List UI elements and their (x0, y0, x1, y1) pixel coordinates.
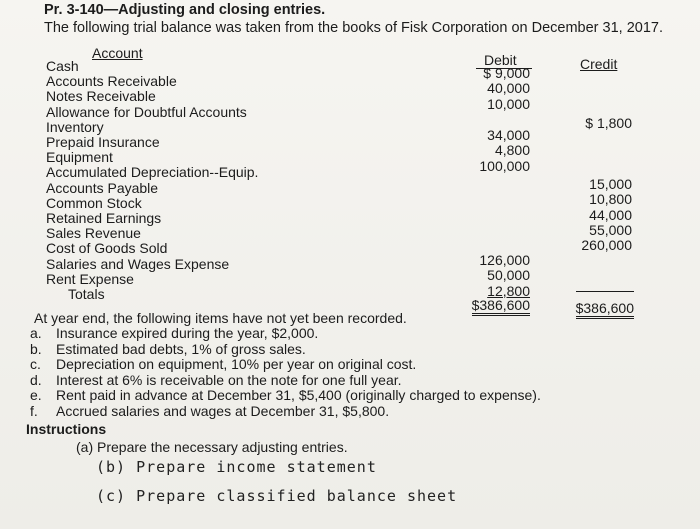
debit-cell: 10,000 (487, 95, 530, 112)
adjustment-item: c. Depreciation on equipment, 10% per year on original cost. (30, 356, 417, 373)
debit-cell: 12,800 (487, 282, 530, 299)
account-name: Equipment (46, 149, 113, 166)
account-name: Salaries and Wages Expense (46, 255, 230, 272)
account-name: Prepaid Insurance (46, 134, 160, 151)
instructions-heading: Instructions (26, 421, 107, 437)
account-name: Accounts Payable (46, 179, 159, 196)
credit-cell: 260,000 (581, 237, 632, 254)
debit-cell: 4,800 (494, 142, 530, 159)
credit-cell: $ 1,800 (585, 115, 632, 131)
handwritten-instruction-b: (b) Prepare income statement (96, 458, 377, 476)
adjustment-item: e. Rent paid in advance at December 31, $5,400 (originally charged to expense). (30, 387, 541, 404)
credit-total-rule (576, 291, 634, 292)
debit-cell: 50,000 (487, 267, 530, 284)
adjustment-item: f. Accrued salaries and wages at December 31, $5,800. (30, 402, 390, 419)
account-name: Accumulated Depreciation--Equip. (46, 164, 259, 181)
debit-header: Debit (484, 52, 517, 68)
account-name: Accounts Receivable (46, 73, 177, 90)
problem-intro: The following trial balance was taken from the books of Fisk Corporation on December 31, 2017. (44, 20, 663, 36)
credit-cell: 15,000 (589, 176, 632, 192)
handwritten-instruction-c: (c) Prepare classified balance sheet (96, 487, 458, 505)
adjustment-item: a. Insurance expired during the year, $2,000. (30, 325, 319, 341)
account-name: Allowance for Doubtful Accounts (46, 103, 247, 120)
credit-header: Credit (580, 56, 618, 72)
debit-cell: 34,000 (487, 127, 530, 143)
credit-total: $386,600 (576, 300, 634, 319)
debit-cell: 126,000 (479, 252, 530, 268)
items-lead: At year end, the following items have not yet been recorded. (34, 310, 407, 326)
debit-cell: 100,000 (479, 157, 530, 174)
debit-total: $386,600 (472, 297, 530, 316)
adjustment-item: b. Estimated bad debts, 1% of gross sales. (30, 340, 306, 357)
totals-label: Totals (68, 286, 105, 303)
debit-cell: $ 9,000 (483, 65, 530, 81)
credit-cell: 10,800 (589, 191, 632, 208)
account-name: Notes Receivable (46, 88, 156, 105)
instruction-a: (a) Prepare the necessary adjusting entries. (76, 439, 348, 455)
account-header: Account (92, 45, 143, 61)
account-name: Cash (46, 58, 79, 74)
debit-cell: 40,000 (487, 80, 530, 97)
problem-title: Pr. 3-140—Adjusting and closing entries. (44, 2, 326, 18)
credit-cell: 44,000 (589, 206, 632, 223)
account-name: Common Stock (46, 194, 142, 211)
credit-cell: 55,000 (589, 221, 632, 238)
adjustment-item: d. Interest at 6% is receivable on the note for one full year. (30, 371, 402, 388)
account-name: Cost of Goods Sold (46, 240, 168, 257)
account-name: Retained Earnings (46, 210, 162, 227)
account-name: Inventory (46, 118, 104, 135)
account-name: Rent Expense (46, 270, 134, 287)
account-name: Sales Revenue (46, 225, 141, 242)
